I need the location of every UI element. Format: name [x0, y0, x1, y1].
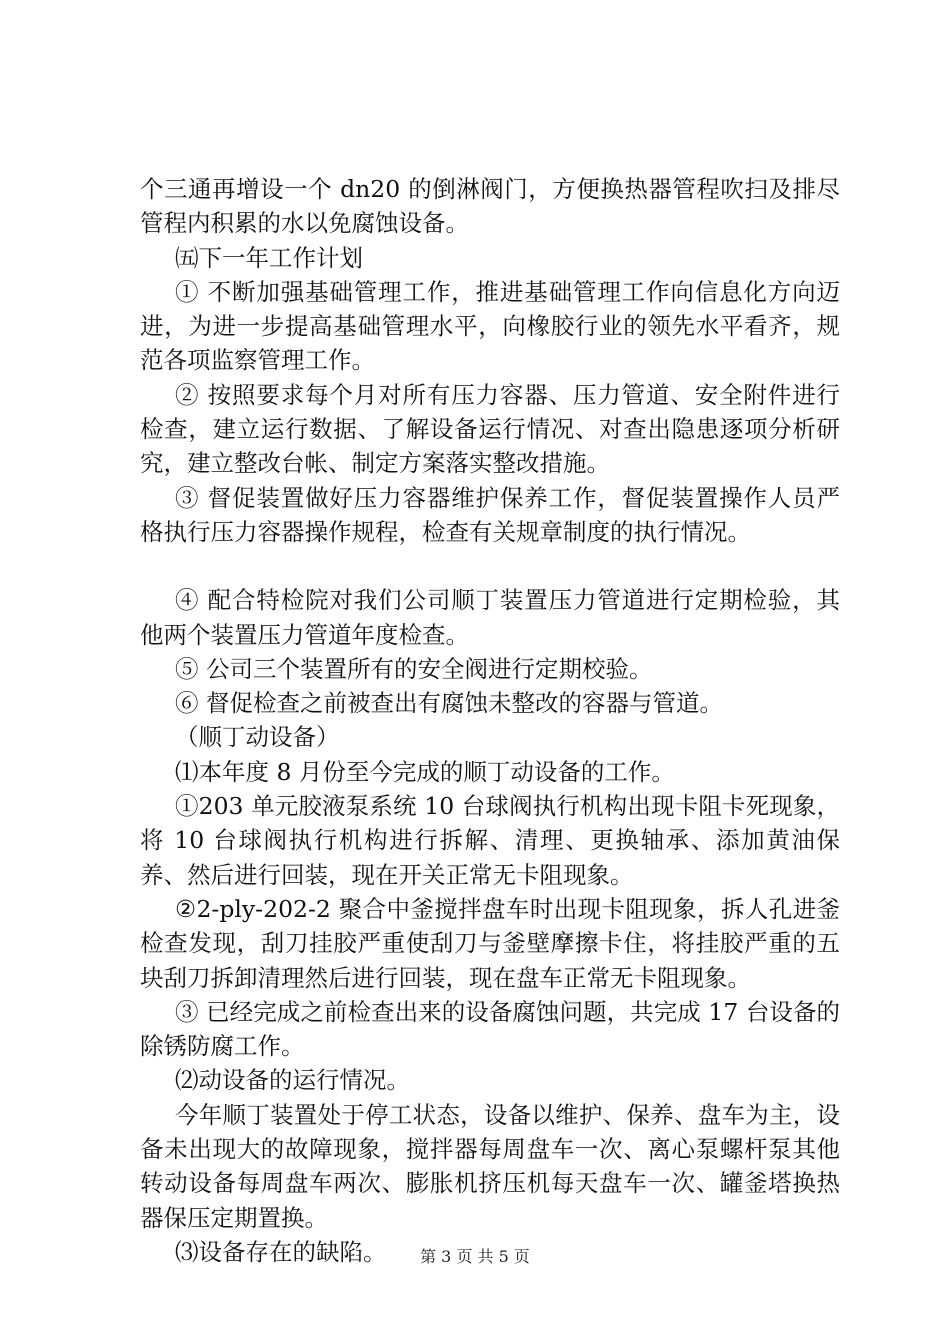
- paragraph-gap: [140, 549, 840, 583]
- document-body: [140, 172, 840, 1269]
- section-heading-rotating-equipment: （顺丁动设备）: [175, 723, 340, 752]
- subsection-heading-defects: ⑶设备存在的缺陷。: [175, 1237, 387, 1266]
- work-item-1: ①203 单元胶液泵系统 10 台球阀执行机构出现卡阻卡死现象，将 10 台球阀执行机构进行拆解、清理、更换轴承、添加黄油保养、然后进行回装，现在开关正常无卡阻现象。: [140, 792, 840, 889]
- plan-item-3: ③ 督促装置做好压力容器维护保养工作，督促装置操作人员严格执行压力容器操作规程，检查有关规章制度的执行情况。: [140, 483, 840, 546]
- page-number-footer: 第 3 页 共 5 页: [420, 1247, 530, 1266]
- paragraph-continuation: 个三通再增设一个 dn20 的倒淋阀门，方便换热器管程吹扫及排尽管程内积累的水以免腐蚀设备。: [140, 175, 840, 238]
- section-heading-next-year-plan: ㈤下一年工作计划: [175, 243, 363, 272]
- subsection-heading-completed-work: ⑴本年度 8 月份至今完成的顺丁动设备的工作。: [175, 757, 675, 786]
- plan-item-2: ② 按照要求每个月对所有压力容器、压力管道、安全附件进行检查，建立运行数据、了解设备运行情况、对查出隐患逐项分析研究，建立整改台帐、制定方案落实整改措施。: [140, 380, 840, 478]
- work-item-3: ③ 已经完成之前检查出来的设备腐蚀问题，共完成 17 台设备的除锈防腐工作。: [140, 997, 840, 1061]
- work-item-2: ②2-ply-202-2 聚合中釜搅拌盘车时出现卡阻现象，拆人孔进釜检查发现，刮刀挂胶严重使刮刀与釜壁摩擦卡住，将挂胶严重的五块刮刀拆卸清理然后进行回装，现在盘车正常无卡阻现象。: [140, 894, 840, 992]
- plan-item-4: ④ 配合特检院对我们公司顺丁装置压力管道进行定期检验，其他两个装置压力管道年度检查。: [140, 586, 840, 649]
- operation-status-paragraph: 今年顺丁装置处于停工状态，设备以维护、保养、盘车为主，设备未出现大的故障现象，搅拌器每周盘车一次、离心泵螺杆泵其他转动设备每周盘车两次、膨胀机挤压机每天盘车一次、罐釜塔换热器保压定期置换。: [140, 1100, 840, 1232]
- plan-item-1: ① 不断加强基础管理工作，推进基础管理工作向信息化方向迈进，为进一步提高基础管理水平，向橡胶行业的领先水平看齐，规范各项监察管理工作。: [140, 277, 840, 375]
- plan-item-6: ⑥ 督促检查之前被查出有腐蚀未整改的容器与管道。: [175, 689, 723, 718]
- subsection-heading-operation-status: ⑵动设备的运行情况。: [175, 1066, 410, 1095]
- plan-item-5: ⑤ 公司三个装置所有的安全阀进行定期校验。: [175, 654, 653, 683]
